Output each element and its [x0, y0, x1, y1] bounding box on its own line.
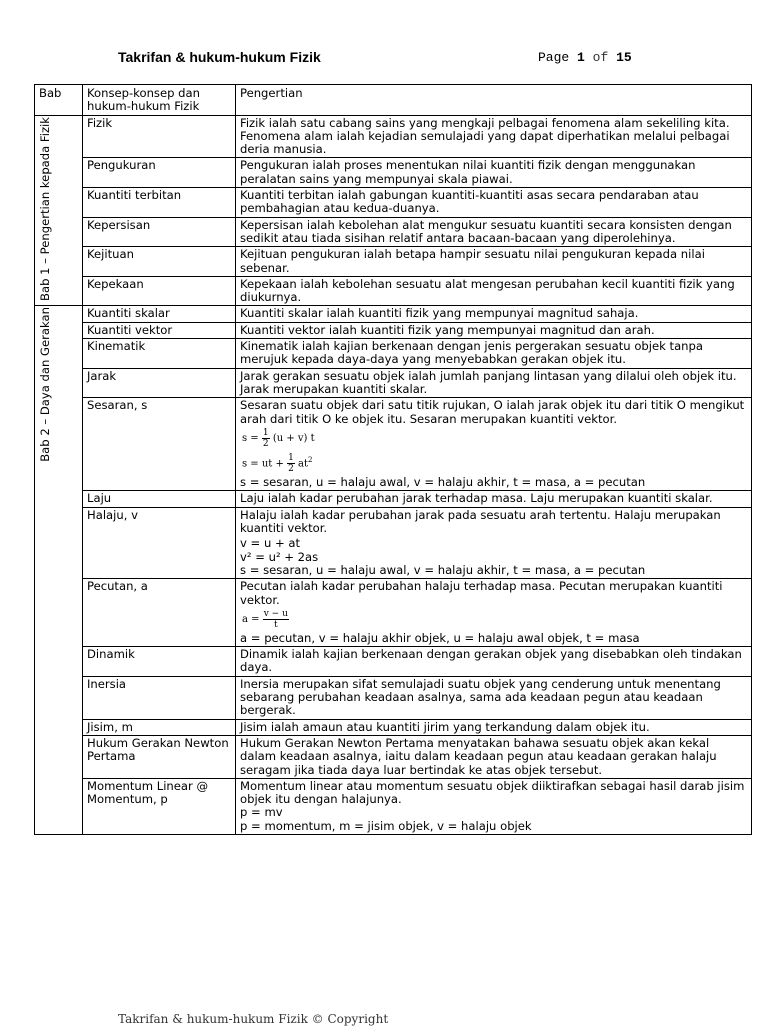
formula-legend: s = sesaran, u = halaju awal, v = halaju akhir, t = masa, a = pecutan — [240, 562, 646, 577]
definition-cell: Kuantiti vektor ialah kuantiti fizik yang mempunyai magnitud dan arah. — [236, 322, 752, 338]
definition-cell: Dinamik ialah kajian berkenaan dengan gerakan objek yang disebabkan oleh tindakan daya. — [236, 647, 752, 677]
definition-cell: Hukum Gerakan Newton Pertama menyatakan bahawa sesuatu objek akan kekal dalam keadaan asalnya, iaitu dalam keadaan pegun atau keadaan gerakan halaju seragam jika tiada daya luar bertindak ke atas objek tersebut. — [236, 735, 752, 778]
footer-text: Takrifan & hukum-hukum Fizik © Copyright — [118, 1012, 389, 1026]
definition-cell: Kepersisan ialah kebolehan alat mengukur sesuatu kuantiti secara konsisten dengan sedikit atau tiada sisihan relatif antara bacaan-bacaan yang diperolehinya. — [236, 217, 752, 247]
formula-displacement-1: s = $\frac{1}{2}$ (u + v) t — [242, 427, 315, 449]
term-cell: Momentum Linear @ Momentum, p — [83, 778, 236, 834]
document-title: Takrifan & hukum-hukum Fizik — [118, 49, 321, 65]
chapter-2-label: Bab 2 – Daya dan Gerakan — [38, 307, 52, 463]
table-row — [35, 339, 752, 369]
table-row — [35, 322, 752, 338]
chapter-1-cell — [35, 115, 83, 306]
term-cell: Sesaran, s — [83, 398, 236, 491]
formula-velocity-2: v² = u² + 2as — [240, 549, 319, 564]
term-cell: Pecutan, a — [83, 579, 236, 647]
table-row — [35, 188, 752, 218]
definition-cell — [236, 398, 752, 491]
formula-legend: a = pecutan, v = halaju akhir objek, u = halaju awal objek, t = masa — [240, 630, 640, 645]
page-word: Page — [538, 50, 570, 65]
definition-cell — [236, 778, 752, 834]
term-cell: Kepersisan — [83, 217, 236, 247]
table-row — [35, 398, 752, 491]
definition-cell: Kuantiti terbitan ialah gabungan kuantiti-kuantiti asas secara pendaraban atau pembahagian atau kedua-duanya. — [236, 188, 752, 218]
term-cell: Jisim, m — [83, 719, 236, 735]
term-cell: Laju — [83, 491, 236, 507]
table-row — [35, 217, 752, 247]
table-row — [35, 676, 752, 719]
formula-displacement-2: s = ut + $\frac{1}{2}$ $at^2$ — [242, 453, 313, 475]
table-row — [35, 491, 752, 507]
formula-legend: p = momentum, m = jisim objek, v = halaju objek — [240, 818, 532, 833]
table-row — [35, 719, 752, 735]
formula-legend: s = sesaran, u = halaju awal, v = halaju akhir, t = masa, a = pecutan — [240, 475, 646, 490]
definition-text: Sesaran suatu objek dari satu titik rujukan, O ialah jarak objek itu dari titik O mengikut arah dari titik O ke objek itu. Sesaran merupakan kuantiti vektor. — [240, 398, 745, 426]
page-total: 15 — [616, 50, 632, 65]
term-cell: Kejituan — [83, 247, 236, 277]
formula-velocity-1: v = u + at — [240, 536, 301, 551]
chapter-1-label: Bab 1 – Pengertian kepada Fizik — [38, 116, 52, 301]
term-cell: Halaju, v — [83, 507, 236, 578]
definition-cell: Kuantiti skalar ialah kuantiti fizik yang mempunyai magnitud sahaja. — [236, 306, 752, 322]
term-cell: Kuantiti vektor — [83, 322, 236, 338]
header-pengertian: Pengertian — [236, 85, 752, 116]
definition-cell: Jarak gerakan sesuatu objek ialah jumlah panjang lintasan yang dilalui oleh objek itu. Jarak merupakan kuantiti skalar. — [236, 368, 752, 398]
definition-cell: Kinematik ialah kajian berkenaan dengan jenis pergerakan sesuatu objek tanpa merujuk kepada daya-daya yang menyebabkan gerakan objek itu. — [236, 339, 752, 369]
table-row — [35, 778, 752, 834]
definition-cell: Inersia merupakan sifat semulajadi suatu objek yang cenderung untuk menentang sebarang perubahan keadaan asalnya, sama ada keadaan pegun atau keadaan bergerak. — [236, 676, 752, 719]
definition-cell: Jisim ialah amaun atau kuantiti jirim yang terkandung dalam objek itu. — [236, 719, 752, 735]
term-cell: Kepekaan — [83, 276, 236, 306]
definition-text: Pecutan ialah kadar perubahan halaju terhadap masa. Pecutan merupakan kuantiti vektor. — [240, 579, 723, 607]
definition-text: Momentum linear atau momentum sesuatu objek diiktirafkan sebagai hasil darab jisim objek itu dengan halajunya. — [240, 778, 745, 807]
header-bab: Bab — [35, 85, 83, 116]
chapter-2-cell — [35, 306, 83, 835]
table-row — [35, 276, 752, 306]
table-row — [35, 647, 752, 677]
term-cell: Kuantiti terbitan — [83, 188, 236, 218]
term-cell: Pengukuran — [83, 158, 236, 188]
term-cell: Dinamik — [83, 647, 236, 677]
definition-cell: Fizik ialah satu cabang sains yang mengkaji pelbagai fenomena alam sekeliling kita. Fenomena alam ialah kejadian semulajadi yang dapat diperhatikan melalui pelbagai deria manusia. — [236, 115, 752, 158]
term-cell: Hukum Gerakan Newton Pertama — [83, 735, 236, 778]
definition-cell: Kepekaan ialah kebolehan sesuatu alat mengesan perubahan kecil kuantiti fizik yang diukurnya. — [236, 276, 752, 306]
page-of: of — [592, 50, 609, 65]
header-konsep: Konsep-konsep dan hukum-hukum Fizik — [83, 85, 236, 116]
table-row — [35, 158, 752, 188]
definition-cell: Laju ialah kadar perubahan jarak terhadap masa. Laju merupakan kuantiti skalar. — [236, 491, 752, 507]
page-header — [0, 47, 768, 71]
term-cell: Kinematik — [83, 339, 236, 369]
table-row — [35, 735, 752, 778]
term-cell: Inersia — [83, 676, 236, 719]
definition-text: Halaju ialah kadar perubahan jarak pada sesuatu arah tertentu. Halaju merupakan kuantiti vektor. — [240, 507, 721, 536]
definition-cell — [236, 507, 752, 578]
page-current: 1 — [577, 50, 585, 65]
table-row — [35, 306, 752, 322]
definitions-table — [34, 84, 752, 835]
table-header-row — [35, 85, 752, 116]
term-cell: Kuantiti skalar — [83, 306, 236, 322]
table-row — [35, 507, 752, 578]
formula-acceleration: a = $\frac{v - u}{t}$ — [242, 608, 288, 630]
page-indicator — [538, 50, 632, 65]
definition-cell — [236, 579, 752, 647]
formula-momentum: p = mv — [240, 805, 283, 820]
table-row — [35, 247, 752, 277]
table-row — [35, 115, 752, 158]
table-row — [35, 368, 752, 398]
definition-cell: Pengukuran ialah proses menentukan nilai kuantiti fizik dengan menggunakan peralatan sains yang mempunyai skala piawai. — [236, 158, 752, 188]
term-cell: Jarak — [83, 368, 236, 398]
definition-cell: Kejituan pengukuran ialah betapa hampir sesuatu nilai pengukuran kepada nilai sebenar. — [236, 247, 752, 277]
term-cell: Fizik — [83, 115, 236, 158]
table-row — [35, 579, 752, 647]
